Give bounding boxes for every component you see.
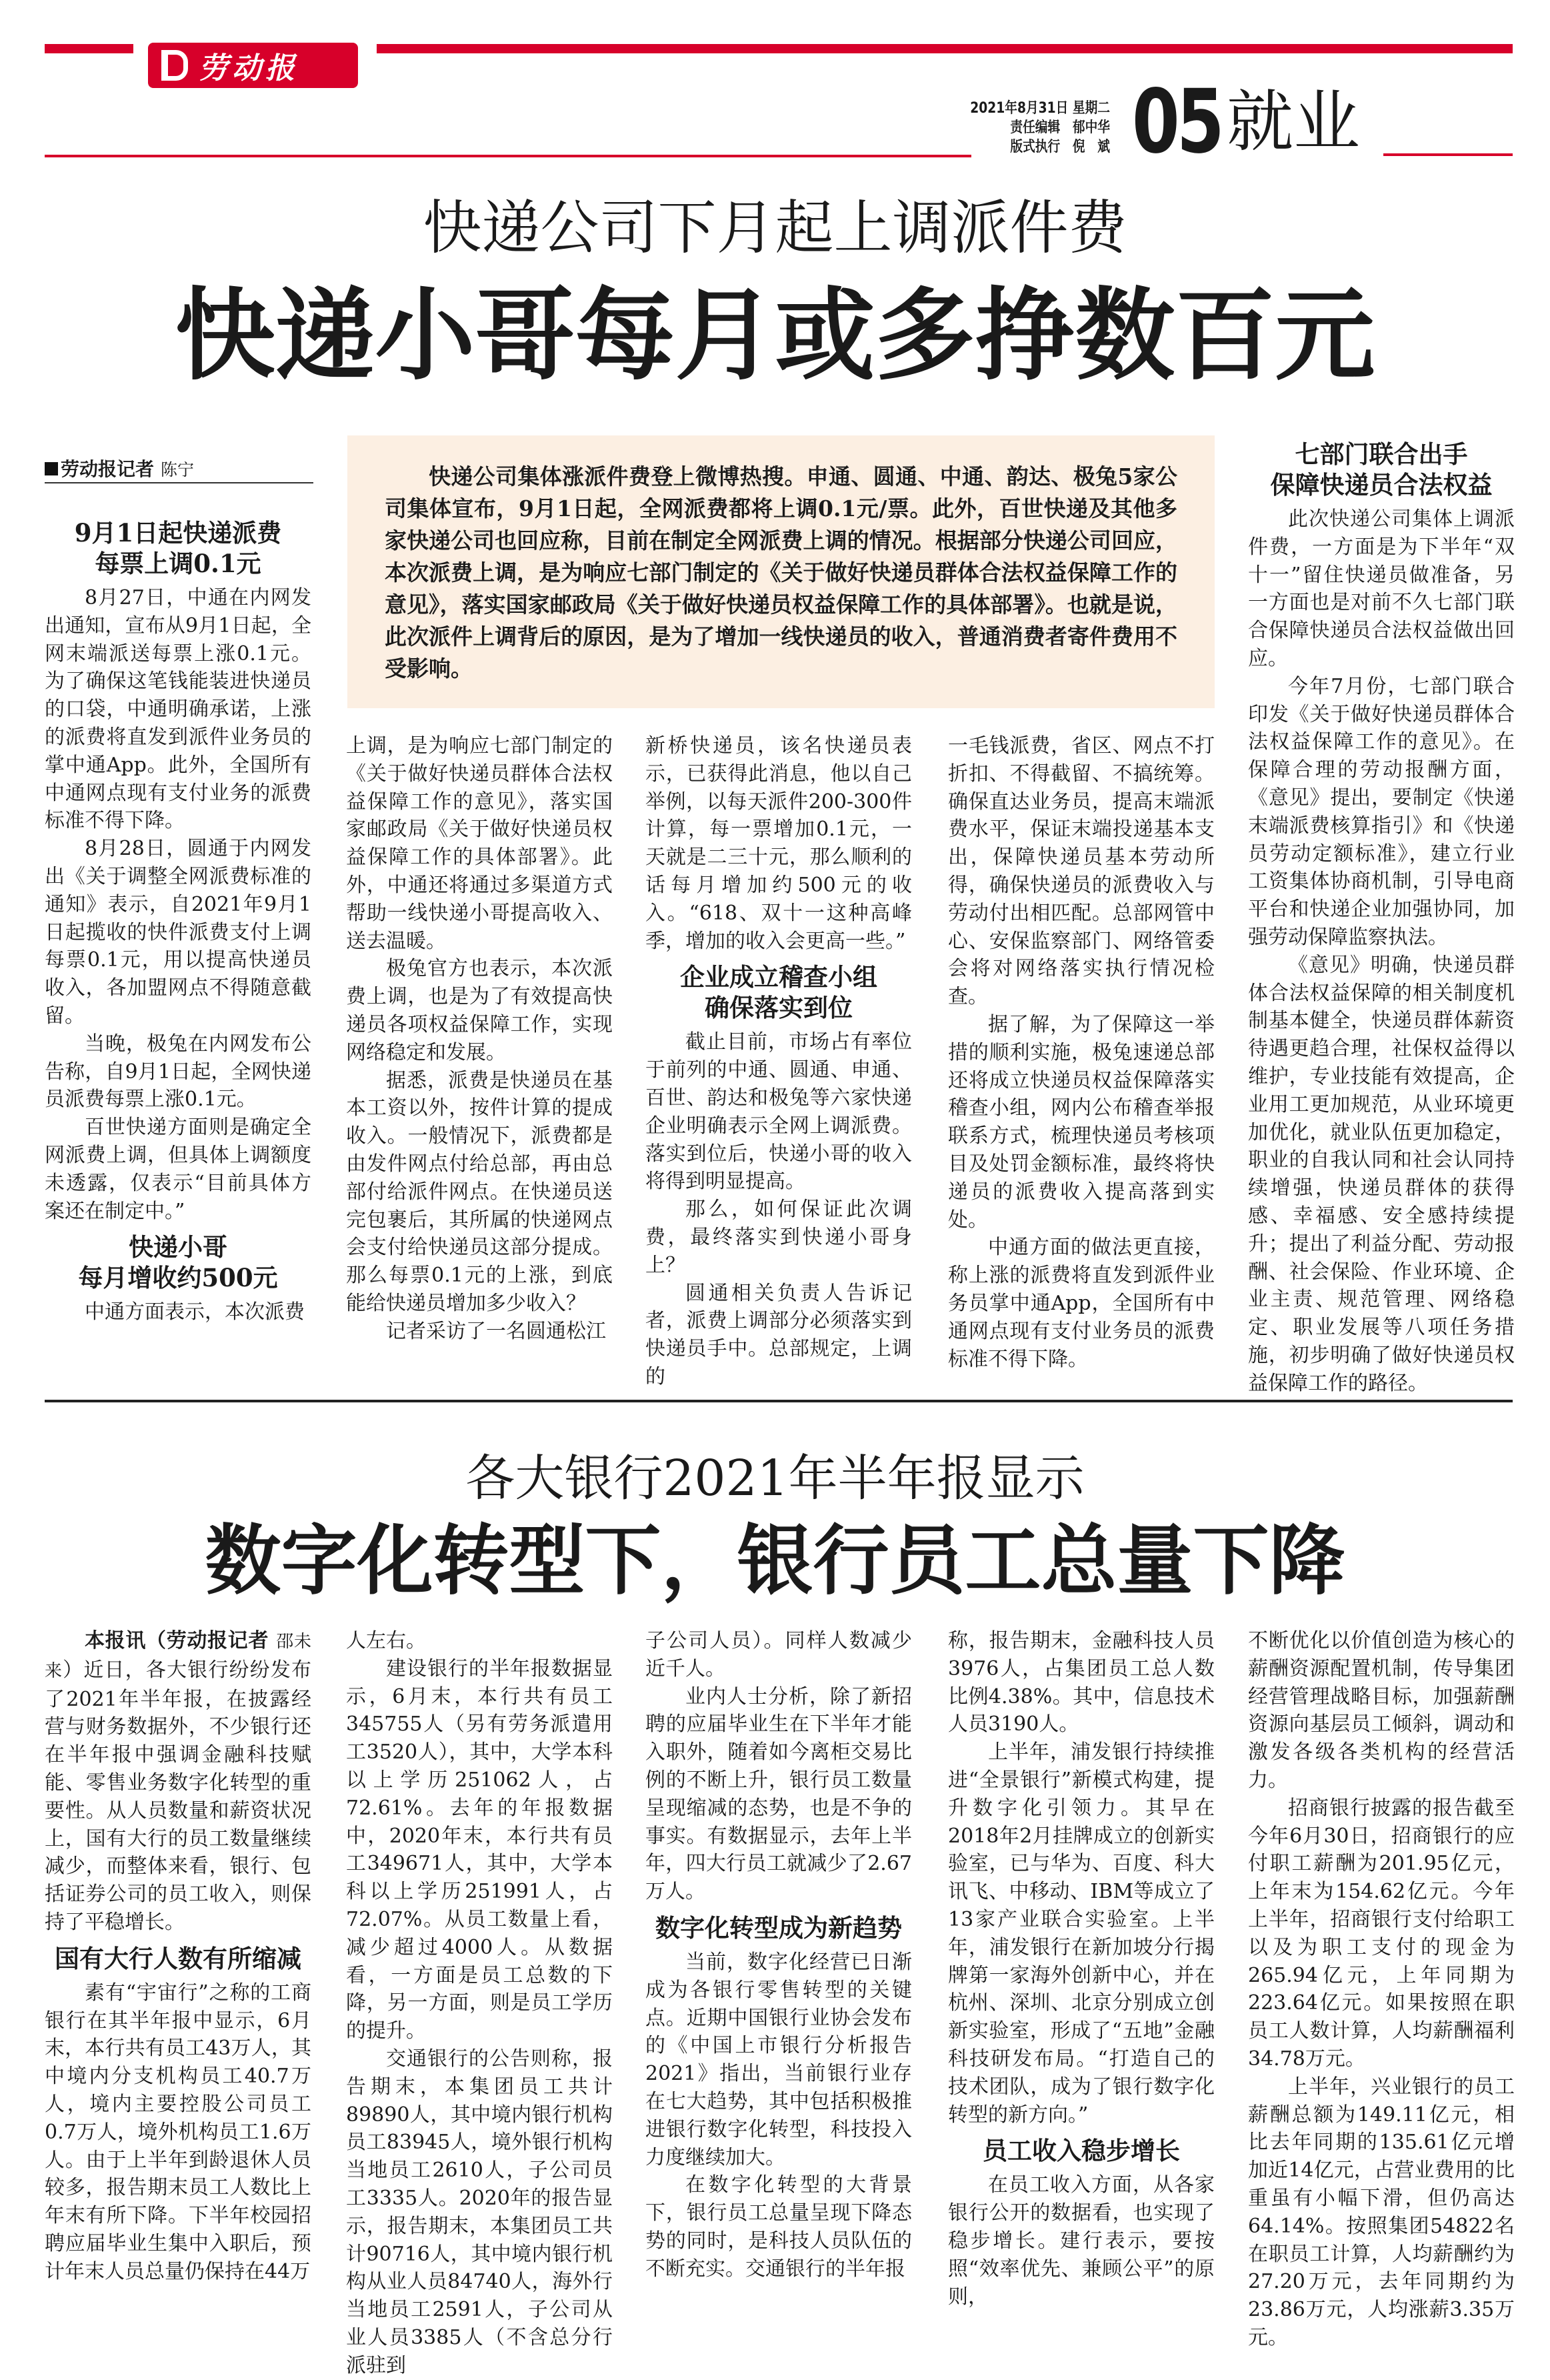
logo-mark-icon (161, 50, 188, 81)
issue-date: 2021年8月31日 星期二 (970, 100, 1110, 117)
paragraph: 据了解，为了保障这一举措的顺利实施，极兔速递总部还将成立快递员权益保障落实稽查小组，网内公布稽查举报联系方式，梳理快递员考核项目及处罚金额标准，最终将快递员的派费收入提高落到实处。 (948, 1012, 1215, 1232)
paragraph: 今年7月份，七部门联合印发《关于做好快递员群体合法权益保障工作的意见》。在保障合理的劳动报酬方面，《意见》提出，要制定《快递末端派费核算指引》和《快递员劳动定额标准》，建立行业工资集体协商机制，引导电商平台和快递企业加强协同，加强劳动保障监察执法。 (1248, 674, 1515, 949)
paragraph-text: ）近日，各大银行纷纷发布了2021年半年报，在披露经营与财务数据外，不少银行还在半年报中强调金融科技赋能、零售业务数字化转型的重要性。从人员数量和薪资状况上，国有大行的员工数量继续减少，而整体来看，银行、包括证券公司的员工收入，则保持了平稳增长。 (45, 1658, 311, 1934)
paragraph: 人左右。 (346, 1629, 426, 1652)
paragraph: 那么，如何保证此次调费，最终落实到快递小哥身上？ (645, 1198, 912, 1277)
subheading: 快递小哥 每月增收约500元 (78, 1232, 278, 1293)
paragraph: 上半年，浦发银行持续推进“全景银行”新模式构建，提升数字化引领力。其早在2018年2月挂牌成立的创新实验室，已与华为、百度、科大讯飞、中移动、IBM等成立了13家产业联合实验室。上半年，浦发银行在新加坡分行揭牌第一家海外创新中心，并在杭州、深圳、北京分别成立创新实验室，形成了“五地”金融科技研发布局。“打造自己的技术团队，成为了银行数字化转型的新方向。” (948, 1740, 1215, 2127)
article1-title: 快递小哥每月或多挣数百元 (175, 277, 1375, 394)
layout-credit: 版式执行 倪 斌 (1010, 139, 1110, 155)
newspaper-logo (148, 43, 358, 88)
paragraph (45, 1627, 311, 1937)
subheading: 企业成立稽查小组 确保落实到位 (680, 962, 877, 1023)
article1-lead: 快递公司集体涨派件费登上微博热搜。申通、圆通、中通、韵达、极兔5家公司集体宣布，9月1日起，全网派费都将上调0.1元/票。此外，百世快递及其他多家快递公司也回应称，目前在制定全网派费上调的情况。根据部分快递公司回应，本次派费上调，是为响应七部门制定的《关于做好快递员群体合法权益保障工作的意见》，落实国家邮政局《关于做好快递员权益保障工作的具体部署》。也就是说，此次派件上调背后的原因，是为了增加一线快递员的收入，普通消费者寄件费用不受影响。 (385, 463, 1177, 682)
paragraph: 《意见》明确，快递员群体合法权益保障的相关制度机制基本健全，快递员群体薪资待遇更趋合理，社保权益得以维护，专业技能有效提高，企业用工更加规范，从业环境更加优化，就业队伍更加稳定，职业的自我认同和社会认同持续增强，快递员群体的获得感、幸福感、安全感持续提升；提出了利益分配、劳动报酬、社会保险、作业环境、企业主责、规范管理、网络稳定、职业发展等八项任务措施，初步明确了做好快递员权益保障工作的路径。 (1248, 953, 1515, 1395)
subheading: 数字化转型成为新趋势 (655, 1913, 902, 1943)
paragraph: 在员工收入方面，从各家银行公开的数据看，也实现了稳步增长。建行表示，要按照“效率优先、兼顾公平”的原则， (948, 2173, 1215, 2309)
article1-column-3 (645, 732, 912, 1388)
page-number: 05 (1132, 71, 1221, 173)
paragraph: 新桥快递员，该名快递员表示，已获得此消息，他以自己举例，以每天派件200-300件计算，每一票增加0.1元，一天就是二三十元，那么顺利的话每月增加约500元的收入。“618、双十一这种高峰季，增加的收入会更高一些。” (645, 734, 912, 953)
editor-credit: 责任编辑 郁中华 (1010, 119, 1110, 136)
paragraph: 上调，是为响应七部门制定的《关于做好快递员群体合法权益保障工作的意见》，落实国家邮政局《关于做好快递员权益保障工作的具体部署》。此外，中通还将通过多渠道方式帮助一线快递小哥提高收入、送去温暖。 (346, 734, 613, 953)
paragraph: 素有“宇宙行”之称的工商银行在其半年报中显示，6月末，本行共有员工43万人，其中境内分支机构员工40.7万人，境内主要控股公司员工0.7万人，境外机构员工1.6万人。由于上半年到龄退休人员较多，报告期末员工人数比上年末有所下降。下半年校园招聘应届毕业生集中入职后，预计年末人员总量仍保持在44万 (45, 1981, 311, 2283)
article2-column-3 (645, 1627, 912, 2301)
paragraph: 不断优化以价值创造为核心的薪酬资源配置机制，传导集团经营管理战略目标，加强薪酬资源向基层员工倾斜，调动和激发各级各类机构的经营活力。 (1248, 1629, 1515, 1792)
paragraph: 百世快递方面则是确定全网派费上调，但具体上调额度未透露，仅表示“目前具体方案还在制定中。” (45, 1116, 311, 1223)
paragraph: 一毛钱派费，省区、网点不打折扣、不得截留、不搞统筹。确保直达业务员，提高末端派费水平，保证末端投递基本支出，保障快递员基本劳动所得，确保快递员的派费收入与劳动付出相匹配。总部网管中心、安保监察部门、网络管委会将对网络落实执行情况检查。 (948, 734, 1215, 1009)
subheading: 七部门联合出手 保障快递员合法权益 (1270, 439, 1493, 499)
paragraph: 记者采访了一名圆通松江 (386, 1319, 606, 1343)
article1-kicker: 快递公司下月起上调派件费 (423, 193, 1127, 262)
paragraph: 业内人士分析，除了新招聘的应届毕业生在下半年才能入职外，随着如今离柜交易比例的不断上升，银行员工数量呈现缩减的态势，也是不争的事实。有数据显示，去年上半年，四大行员工就减少了2.67万人。 (645, 1684, 912, 1904)
article-divider (45, 1400, 1513, 1402)
paragraph: 中通方面的做法更直接，称上涨的派费将直发到派件业务员掌中通App，全国所有中通网点现有支付业务员的派费标准不得下降。 (948, 1236, 1215, 1371)
paragraph: 在数字化转型的大背景下，银行员工总量呈现下降态势的同时，是科技人员队伍的不断充实。交通银行的半年报 (645, 2173, 912, 2281)
paragraph: 交通银行的公告则称，报告期末，本集团员工共计89890人，其中境内银行机构员工83945人，境外银行机构当地员工2610人，子公司员工3335人。2020年的报告显示，报告期末，本集团员工共计90716人，其中境内银行机构从业人员84740人，海外行当地员工2591人，子公司从业人员3385人（不含总分行派驻到 (346, 2047, 613, 2377)
byline-square-icon (45, 462, 58, 475)
byline-name: 陈宁 (161, 460, 195, 479)
paragraph: 称，报告期末，金融科技人员3976人，占集团员工总人数比例4.38%。其中，信息技术人员3190人。 (948, 1629, 1215, 1736)
paragraph: 8月27日，中通在内网发出通知，宣布从9月1日起，全网末端派送每票上涨0.1元。为了确保这笔钱能装进快递员的口袋，中通明确承诺，上涨的派费将直发到派件业务员的掌中通App。此外，全国所有中通网点现有支付业务的派费标准不得下降。 (45, 586, 311, 833)
paragraph: 上半年，兴业银行的员工薪酬总额为149.11亿元，相比去年同期的135.61亿元增加近14亿元，占营业费用的比重虽有小幅下滑，但仍高达64.14%。按照集团54822名在职员工计算，人均薪酬约为27.20万元，去年同期约为23.86万元，人均涨薪3.35万元。 (1248, 2075, 1515, 2349)
paragraph: 当晚，极兔在内网发布公告称，自9月1日起，全网快递员派费每票上涨0.1元。 (45, 1032, 311, 1112)
paragraph: 圆通相关负责人告诉记者，派费上调部分必须落实到快递员手中。总部规定，上调的 (645, 1281, 912, 1388)
article1-column-2 (346, 732, 613, 1351)
paragraph: 据悉，派费是快递员在基本工资以外，按件计算的提成收入。一般情况下，派费都是由发件网点付给总部，再由总部付给派件网点。在快递员送完包裹后，其所属的快递网点会支付给快递员这部分提成。那么每票0.1元的上涨，到底能给快递员增加多少收入？ (346, 1068, 613, 1315)
subheading: 员工收入稳步增长 (983, 2136, 1180, 2166)
article1-sidebar-column (1248, 432, 1515, 1395)
byline-label: 劳动报记者 (61, 458, 155, 480)
article1-column-1 (45, 511, 311, 1351)
logo-text: 劳动报 (199, 51, 299, 85)
paragraph: 此次快递公司集体上调派件费，一方面是为下半年“双十一”留住快递员做准备，另一方面也是对前不久七部门联合保障快递员合法权益做出回应。 (1248, 507, 1515, 670)
paragraph: 中通方面表示，本次派费 (85, 1300, 305, 1324)
paragraph: 截止目前，市场占有率位于前列的中通、圆通、申通、百世、韵达和极兔等六家快递企业明确表示全网上调派费。落实到位后，快递小哥的收入将得到明显提高。 (645, 1030, 912, 1194)
issue-meta (960, 99, 1110, 157)
header-underline-left (45, 155, 971, 157)
paragraph: 极兔官方也表示，本次派费上调，也是为了有效提高快递员各项权益保障工作，实现网络稳定和发展。 (346, 957, 613, 1064)
paragraph: 8月28日，圆通于内网发出《关于调整全网派费标准的通知》表示，自2021年9月1日起揽收的快件派费支付上调每票0.1元，用以提高快递员收入，各加盟网点不得随意截留。 (45, 837, 311, 1028)
section-name: 就业 (1227, 83, 1360, 161)
dateline-label: 本报讯（劳动报记者 (85, 1629, 277, 1652)
masthead-rule-left (45, 44, 133, 53)
article2-column-4 (948, 1627, 1215, 2309)
paragraph: 招商银行披露的报告截至今年6月30日，招商银行的应付职工薪酬为201.95亿元，上年末为154.62亿元。今年上半年，招商银行支付给职工以及为职工支付的现金为265.94亿元，上年同期为223.64亿元。如果按照在职员工人数计算，人均薪酬福利34.78万元。 (1248, 1796, 1515, 2071)
paragraph: 当前，数字化经营已日渐成为各银行零售转型的关键点。近期中国银行业协会发布的《中国上市银行分析报告2021》指出，当前银行业存在七大趋势，其中包括积极推进银行数字化转型，科技投入力度继续加大。 (645, 1950, 912, 2169)
masthead-rule-right (377, 44, 1513, 53)
article1-byline (45, 457, 313, 483)
article2-column-2 (346, 1627, 613, 2377)
header-underline-right (1383, 153, 1513, 156)
subheading: 国有大行人数有所缩减 (55, 1943, 301, 1973)
article2-column-5 (1248, 1627, 1515, 2349)
paragraph: 子公司人员）。同样人数减少近千人。 (645, 1629, 912, 1680)
reporter-name: 邵未来 (45, 1632, 311, 1681)
article2-column-1 (45, 1627, 311, 2301)
article1-column-4 (948, 732, 1215, 1371)
article1-lead-box (347, 435, 1215, 708)
paragraph: 建设银行的半年报数据显示，6月末，本行共有员工345755人（另有劳务派遣用工3520人），其中，大学本科以上学历251062人，占72.61%。去年的年报数据中，2020年末，本行共有员工349671人，其中，大学本科以上学历251991人，占72.07%。从员工数量上看，减少超过4000人。从数据看，一方面是员工总数的下降，另一方面，则是员工学历的提升。 (346, 1656, 613, 2043)
article2-kicker: 各大银行2021年半年报显示 (465, 1450, 1085, 1507)
article2-title: 数字化转型下，银行员工总量下降 (205, 1516, 1345, 1605)
subheading: 9月1日起快递派费 每票上调0.1元 (74, 518, 282, 578)
